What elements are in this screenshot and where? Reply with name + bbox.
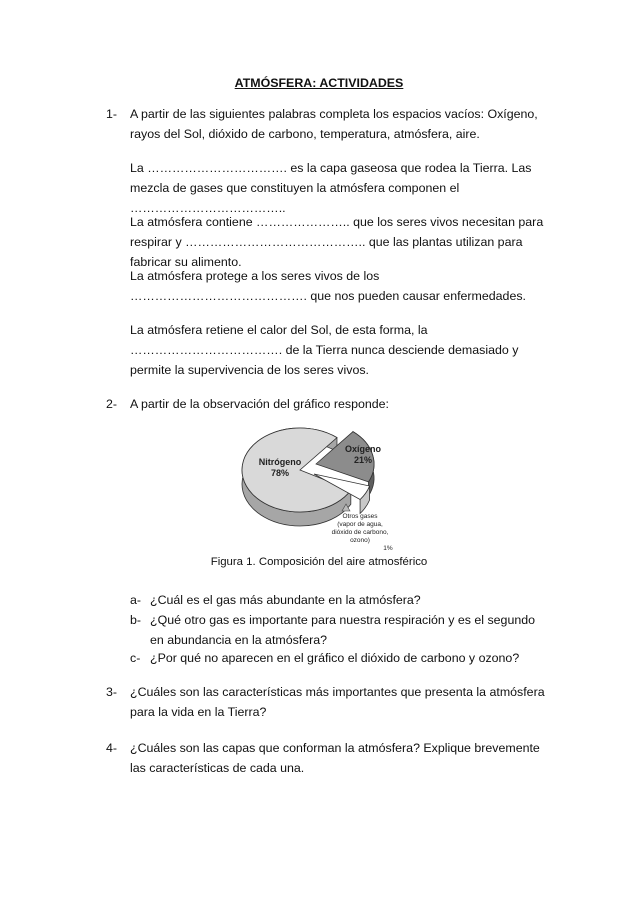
fill-paragraph-4: La atmósfera retiene el calor del Sol, de esta forma, la ………………………………. de la Tierra nunca desciende demasiado y permite la supervivencia de los seres vivos. bbox=[130, 323, 519, 377]
question-2 bbox=[106, 394, 550, 414]
question-4 bbox=[106, 738, 550, 778]
question-3 bbox=[106, 682, 550, 722]
question-number: 1- bbox=[106, 107, 118, 121]
sub-question-label: c- bbox=[130, 651, 141, 665]
sub-question-label: b- bbox=[130, 613, 142, 627]
question-text: ¿Cuáles son las características más importantes que presenta la atmósfera para la vida en la Tierra? bbox=[130, 685, 545, 719]
value-other-gases: 1% bbox=[383, 545, 393, 552]
value-oxygen: 21% bbox=[353, 455, 373, 465]
fill-paragraph-2: La atmósfera contiene ………………….. que los seres vivos necesitan para respirar y …………………………………….. que las plantas utilizan para fabricar su alimento. bbox=[130, 215, 544, 269]
value-nitrogen: 78% bbox=[270, 468, 290, 478]
note-other-gases: dióxido de carbono, bbox=[331, 529, 389, 536]
question-number: 3- bbox=[106, 685, 118, 699]
slice-nitrogen bbox=[242, 428, 351, 526]
note-other-gases: ozono) bbox=[350, 537, 370, 544]
sub-question-label: a- bbox=[130, 593, 142, 607]
sub-question-text: ¿Por qué no aparecen en el gráfico el dióxido de carbono y ozono? bbox=[150, 651, 520, 665]
fill-paragraph-3: La atmósfera protege a los seres vivos de los ……………………………………. que nos pueden causar enfermedades. bbox=[130, 269, 526, 303]
pie-chart bbox=[238, 412, 402, 552]
question-text: ¿Cuáles son las capas que conforman la atmósfera? Explique brevemente las características de cada una. bbox=[130, 741, 540, 775]
question-number: 4- bbox=[106, 741, 118, 755]
sub-question-b bbox=[130, 610, 550, 650]
question-number: 2- bbox=[106, 397, 118, 411]
pie-chart-figure bbox=[238, 412, 402, 552]
note-other-gases: (vapor de agua, bbox=[337, 521, 383, 528]
sub-question-text: ¿Cuál es el gas más abundante en la atmósfera? bbox=[150, 593, 421, 607]
page-title: ATMÓSFERA: ACTIVIDADES bbox=[234, 76, 404, 90]
label-other-gases: Otros gases bbox=[342, 513, 378, 520]
sub-question-a bbox=[130, 590, 550, 610]
question-text: A partir de la observación del gráfico responde: bbox=[130, 397, 389, 411]
sub-question-text: ¿Qué otro gas es importante para nuestra respiración y es el segundo en abundancia en la atmósfera? bbox=[150, 613, 536, 647]
question-1 bbox=[106, 104, 550, 144]
figure-caption: Figura 1. Composición del aire atmosférico bbox=[210, 556, 428, 568]
sub-question-c bbox=[130, 648, 550, 668]
question-text: A partir de las siguientes palabras completa los espacios vacíos: Oxígeno, rayos del Sol, dióxido de carbono, temperatura, atmósfera, aire. bbox=[130, 107, 538, 141]
label-oxygen: Oxígeno bbox=[344, 444, 382, 454]
label-nitrogen: Nitrógeno bbox=[258, 457, 302, 467]
fill-paragraph-1: La ……………………………. es la capa gaseosa que rodea la Tierra. Las mezcla de gases que constituyen la atmósfera componen el ……………………………….. bbox=[130, 161, 532, 215]
